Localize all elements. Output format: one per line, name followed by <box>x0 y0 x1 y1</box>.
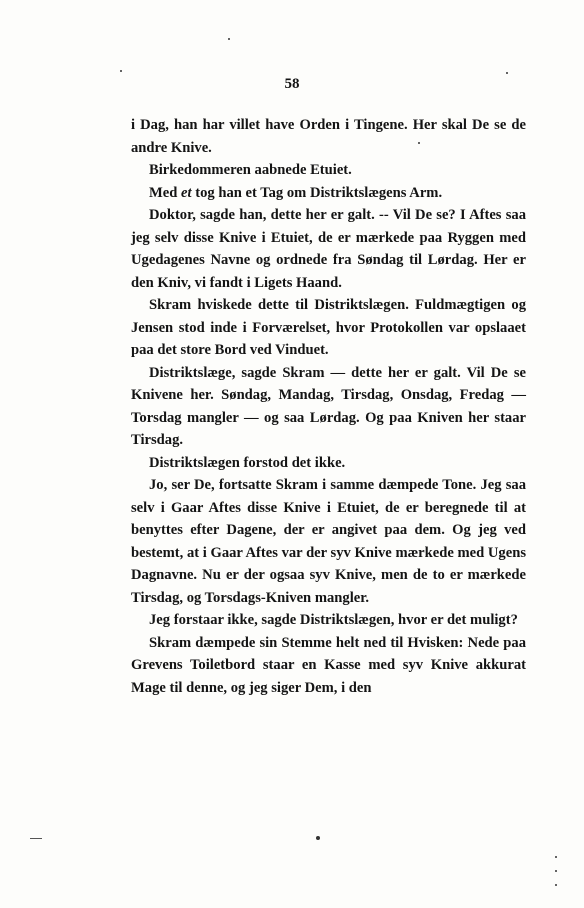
scan-mark <box>30 838 42 839</box>
scan-speck <box>555 856 557 858</box>
paragraph: Distriktslægen forstod det ikke. <box>149 454 346 471</box>
scan-speck <box>316 836 320 840</box>
emphasis: et <box>181 184 192 201</box>
paragraph: Skram hviskede dette til Distriktslægen. Fuldmægtigen og Jensen stod inde i Forværelset, hvor Protokollen var opslaaet paa det store Bord ved Vinduet. <box>131 297 526 358</box>
paragraph: Med et tog han et Tag om Distriktslægens Arm. <box>149 184 443 201</box>
scan-speck <box>228 38 230 40</box>
body-text <box>131 114 526 699</box>
page-number: 58 <box>284 76 300 92</box>
paragraph: Doktor, sagde han, dette her er galt. -- Vil De se? I Aftes saa jeg selv disse Knive i Etuiet, de er mærkede paa Ryggen med Ugedagenes Navne og ordnede fra Søndag til Lørdag. Her er den Kniv, vi fandt i Ligets Haand. <box>131 207 526 291</box>
paragraph: Birkedommeren aabnede Etuiet. <box>149 162 352 178</box>
scan-speck <box>555 884 557 886</box>
paragraph: i Dag, han har villet have Orden i Tingene. Her skal De se de andre Knive. <box>131 117 526 156</box>
scan-speck <box>418 142 420 144</box>
paragraph: Jeg forstaar ikke, sagde Distriktslægen, hvor er det muligt? <box>149 612 518 628</box>
scan-speck <box>120 70 122 72</box>
paragraph: Skram dæmpede sin Stemme helt ned til Hvisken: Nede paa Grevens Toiletbord staar en Kasse med syv Knive akkurat Mage til denne, og jeg siger Dem, i den <box>131 634 526 696</box>
scan-speck <box>506 72 508 74</box>
scan-speck <box>555 870 557 872</box>
paragraph: Distriktslæge, sagde Skram — dette her er galt. Vil De se Knivene her. Søndag, Mandag, Tirsdag, Onsdag, Fredag — Torsdag mangler — og saa Lørdag. Og paa Kniven her staar Tirsdag. <box>131 364 526 448</box>
paragraph: Jo, ser De, fortsatte Skram i samme dæmpede Tone. Jeg saa selv i Gaar Aftes disse Knive i Etuiet, de er beregnede til at benyttes efter Dagene, der er angivet paa dem. Og jeg ved bestemt, at i Gaar Aftes var der syv Knive mærkede med Ugens Dagnavne. Nu er der ogsaa syv Knive, men de to er mærkede Tirsdag, og Torsdags-Kniven mangler. <box>131 477 526 606</box>
